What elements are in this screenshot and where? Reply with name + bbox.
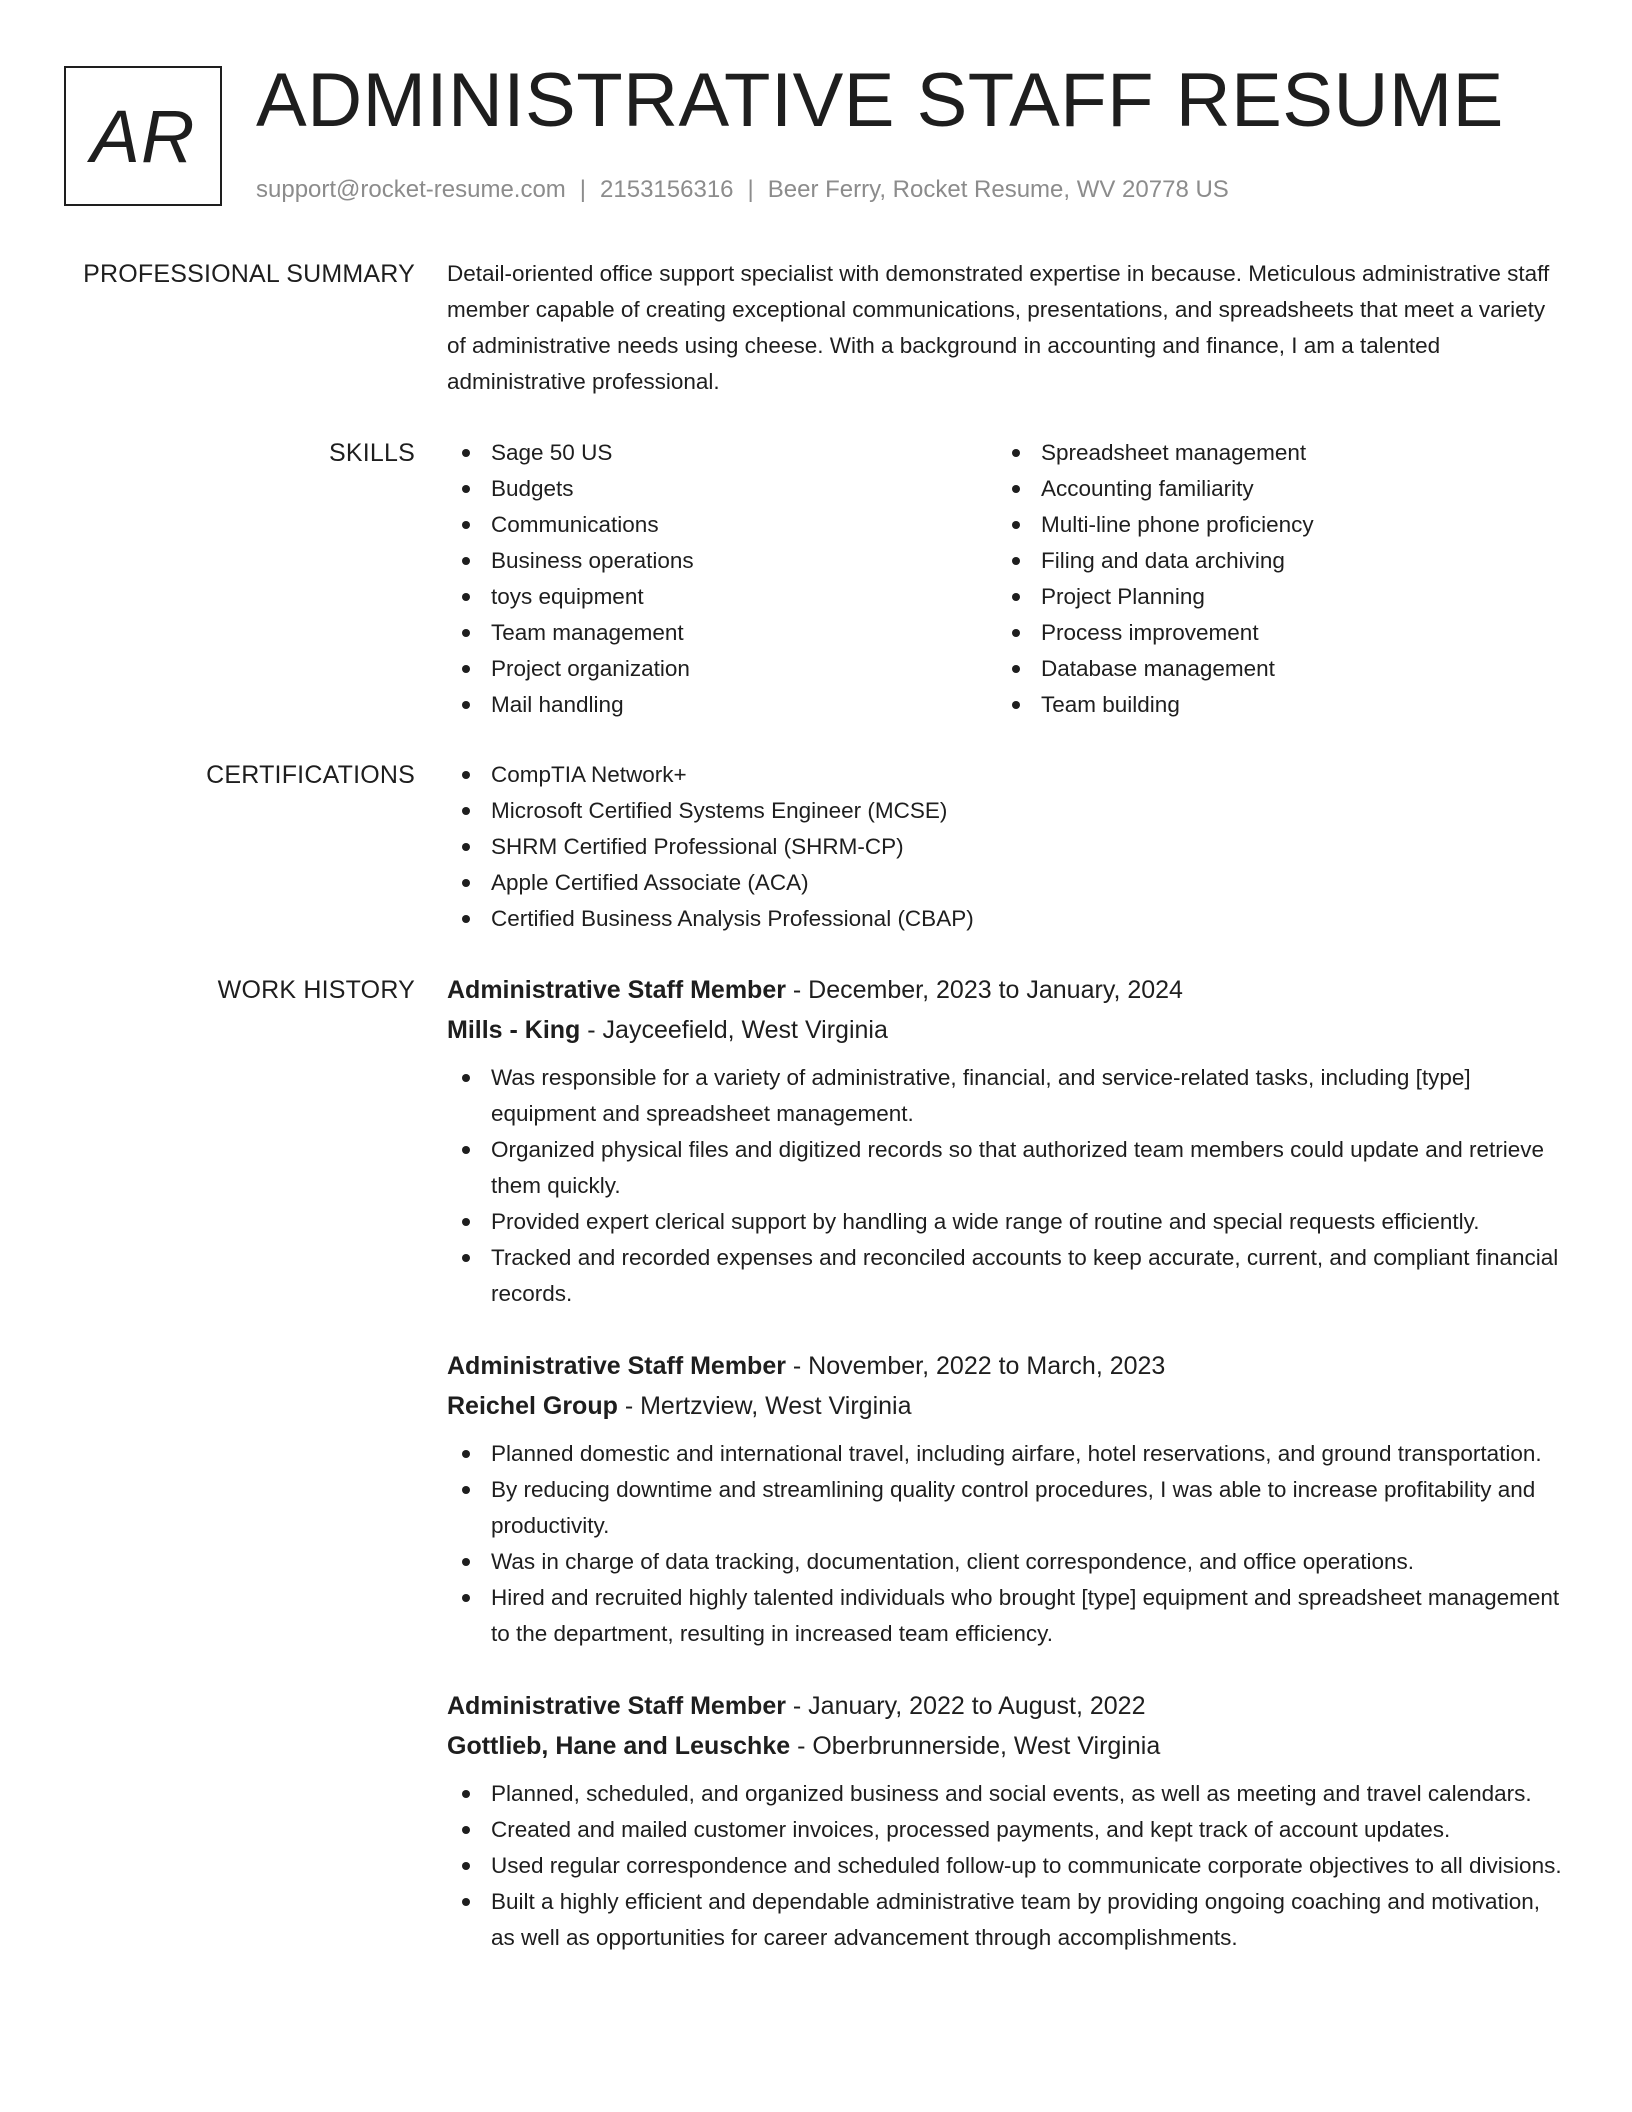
skills-list-right [997,435,1547,723]
certifications-body [447,757,1567,937]
contact-separator: | [579,176,587,203]
job-title: Administrative Staff Member [447,976,786,1004]
job-bullet: Hired and recruited highly talented individuals who brought [type] equipment and spreadsheet management to the department, resulting in increased team efficiency. [447,1580,1567,1652]
job-bullet: Tracked and recorded expenses and reconciled accounts to keep accurate, current, and compliant financial records. [447,1240,1567,1312]
job-bullet: By reducing downtime and streamlining quality control procedures, I was able to increase profitability and productivity. [447,1472,1567,1544]
job-bullets [447,1436,1567,1652]
skill-item: Mail handling [447,687,997,723]
section-label-work-history: WORK HISTORY [217,976,415,1004]
certification-item: Microsoft Certified Systems Engineer (MCSE) [447,793,1567,829]
job-entry [447,970,1567,1312]
job-company-line [447,1386,1567,1426]
certification-item: Certified Business Analysis Professional (CBAP) [447,901,1567,937]
job-bullets [447,1060,1567,1312]
skill-item: Project Planning [997,579,1547,615]
skill-item: Spreadsheet management [997,435,1547,471]
contact-address: Beer Ferry, Rocket Resume, WV 20778 US [767,176,1229,203]
job-bullet: Created and mailed customer invoices, processed payments, and kept track of account updates. [447,1812,1567,1848]
section-label-certifications: CERTIFICATIONS [206,761,415,789]
job-company: Mills - King [447,1016,581,1044]
job-location: - Mertzview, West Virginia [617,1392,912,1420]
skill-item: Team building [997,687,1547,723]
job-title-line [447,1346,1567,1386]
job-bullet: Provided expert clerical support by handling a wide range of routine and special requests efficiently. [447,1204,1567,1240]
job-title: Administrative Staff Member [447,1692,786,1720]
skill-item: Communications [447,507,997,543]
skill-item: Sage 50 US [447,435,997,471]
job-dates: - December, 2023 to January, 2024 [785,976,1183,1004]
skill-item: toys equipment [447,579,997,615]
section-label-skills: SKILLS [329,439,415,467]
certifications-list [447,757,1567,937]
resume-title: ADMINISTRATIVE STAFF RESUME [256,58,1504,143]
work-history-body [447,970,1567,1990]
contact-line [256,174,1229,206]
skill-item: Team management [447,615,997,651]
job-entry [447,1346,1567,1652]
skill-item: Process improvement [997,615,1547,651]
certification-item: CompTIA Network+ [447,757,1567,793]
job-company-line [447,1726,1567,1766]
job-bullet: Was in charge of data tracking, documentation, client correspondence, and office operations. [447,1544,1567,1580]
job-company: Gottlieb, Hane and Leuschke [447,1732,791,1760]
job-bullet: Planned, scheduled, and organized business and social events, as well as meeting and travel calendars. [447,1776,1567,1812]
skill-item: Accounting familiarity [997,471,1547,507]
job-bullet: Used regular correspondence and scheduled follow-up to communicate corporate objectives to all divisions. [447,1848,1567,1884]
contact-phone[interactable]: 2153156316 [600,176,734,203]
skill-item: Budgets [447,471,997,507]
skills-body [447,435,1567,723]
job-bullet: Organized physical files and digitized records so that authorized team members could update and retrieve them quickly. [447,1132,1567,1204]
skill-item: Project organization [447,651,997,687]
job-entry [447,1686,1567,1956]
summary-body [447,256,1567,400]
summary-text: Detail-oriented office support specialist with demonstrated expertise in because. Meticulous administrative staff member capable of creating exceptional communications, presentations, and spreadsheets that meet a variety of administrative needs using cheese. With a background in accounting and finance, I am a talented administrative professional. [447,261,1550,394]
job-title-line [447,1686,1567,1726]
job-dates: - January, 2022 to August, 2022 [785,1692,1146,1720]
skill-item: Filing and data archiving [997,543,1547,579]
certification-item: SHRM Certified Professional (SHRM-CP) [447,829,1567,865]
job-bullets [447,1776,1567,1956]
skills-list-left [447,435,997,723]
job-title: Administrative Staff Member [447,1352,786,1380]
job-title-line [447,970,1567,1010]
job-company-line [447,1010,1567,1050]
contact-separator: | [747,176,754,203]
monogram-logo: AR [64,66,222,206]
job-bullet: Built a highly efficient and dependable administrative team by providing ongoing coaching and motivation, as well as opportunities for career advancement through accomplishments. [447,1884,1567,1956]
section-label-summary: PROFESSIONAL SUMMARY [83,260,415,288]
job-location: - Oberbrunnerside, West Virginia [790,1732,1161,1760]
skill-item: Business operations [447,543,997,579]
job-company: Reichel Group [447,1392,618,1420]
contact-email[interactable]: support@rocket-resume.com [256,176,566,203]
skill-item: Database management [997,651,1547,687]
skill-item: Multi-line phone proficiency [997,507,1547,543]
certification-item: Apple Certified Associate (ACA) [447,865,1567,901]
job-location: - Jayceefield, West Virginia [580,1016,888,1044]
job-bullet: Was responsible for a variety of administrative, financial, and service-related tasks, including [type] equipment and spreadsheet management. [447,1060,1567,1132]
job-bullet: Planned domestic and international travel, including airfare, hotel reservations, and ground transportation. [447,1436,1567,1472]
job-dates: - November, 2022 to March, 2023 [785,1352,1166,1380]
